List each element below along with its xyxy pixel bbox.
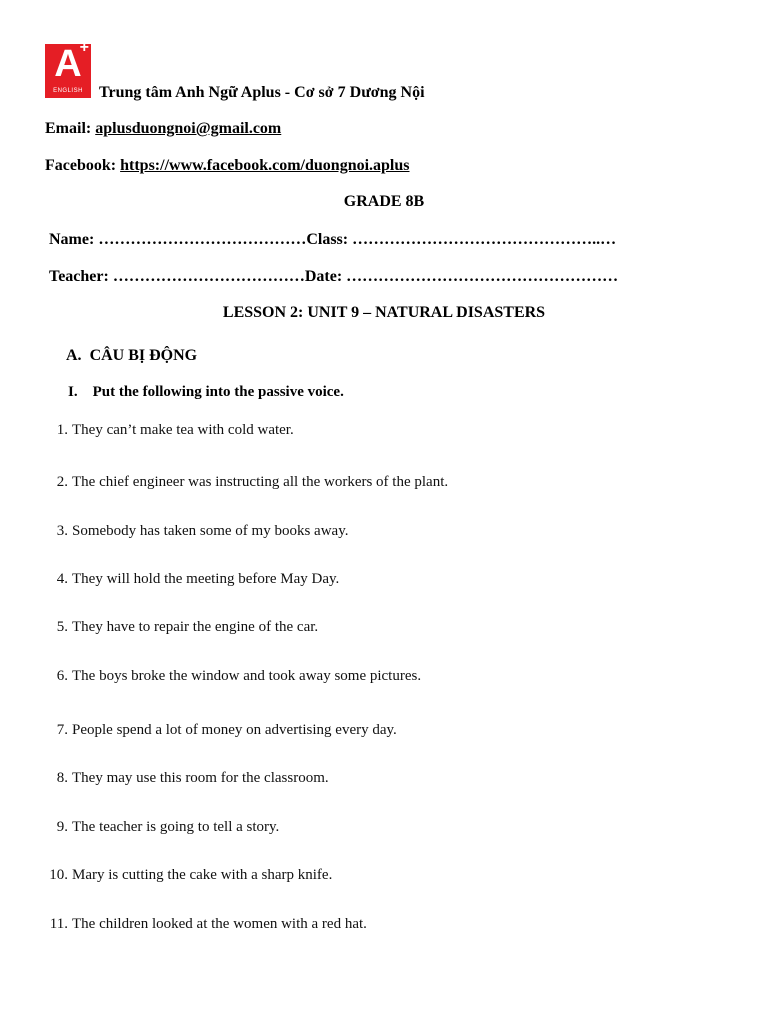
- section-a-title: CÂU BỊ ĐỘNG: [89, 347, 198, 364]
- email-row: [45, 119, 281, 139]
- item-text: They may use this room for the classroom.: [72, 770, 329, 786]
- exercise-1-marker: I.: [68, 384, 78, 400]
- facebook-label: Facebook:: [45, 157, 117, 174]
- teacher-label: Teacher:: [49, 268, 109, 285]
- list-item: [42, 915, 367, 933]
- list-item: [42, 473, 448, 491]
- item-number: 8.: [56, 770, 68, 786]
- item-number: 4.: [56, 571, 68, 587]
- item-number: 7.: [56, 722, 68, 738]
- list-item: [42, 818, 279, 836]
- item-text: The children looked at the women with a red hat.: [72, 916, 367, 932]
- class-label: Class:: [306, 231, 349, 248]
- list-item: [42, 667, 421, 685]
- item-number: 2.: [56, 474, 68, 490]
- aplus-logo: [45, 39, 91, 98]
- logo-subtext: ENGLISH: [53, 88, 83, 94]
- item-number: 1.: [56, 422, 68, 438]
- list-item: [42, 570, 339, 588]
- date-label: Date:: [304, 268, 343, 285]
- grade-heading: GRADE 8B: [343, 193, 425, 210]
- item-text: The chief engineer was instructing all the workers of the plant.: [72, 474, 449, 490]
- logo-plus: +: [79, 39, 89, 56]
- exercise-1-heading: [68, 382, 344, 402]
- name-label: Name:: [49, 231, 95, 248]
- list-item: [42, 618, 318, 636]
- item-text: The teacher is going to tell a story.: [72, 819, 280, 835]
- item-text: They will hold the meeting before May Day.: [72, 571, 340, 587]
- name-field[interactable]: …………………………………: [98, 231, 307, 248]
- item-number: 5.: [56, 619, 68, 635]
- list-item: [42, 721, 397, 739]
- item-number: 10.: [49, 867, 68, 883]
- facebook-row: [45, 156, 410, 176]
- item-text: They have to repair the engine of the car.: [72, 619, 319, 635]
- item-text: Somebody has taken some of my books away.: [72, 523, 349, 539]
- list-item: [42, 866, 332, 884]
- list-item: [42, 421, 294, 439]
- email-link[interactable]: aplusduongnoi@gmail.com: [95, 120, 282, 137]
- teacher-field[interactable]: ………………………………: [112, 268, 305, 285]
- section-a-marker: A.: [66, 347, 82, 364]
- email-label: Email:: [45, 120, 92, 137]
- section-a-heading: [66, 346, 197, 366]
- item-text: People spend a lot of money on advertising every day.: [72, 722, 397, 738]
- item-number: 11.: [49, 916, 68, 932]
- list-item: [42, 522, 348, 540]
- item-text: The boys broke the window and took away some pictures.: [72, 668, 422, 684]
- logo-letter: A: [54, 43, 82, 85]
- item-number: 3.: [56, 523, 68, 539]
- item-number: 9.: [56, 819, 68, 835]
- item-text: They can’t make tea with cold water.: [72, 422, 294, 438]
- list-item: [42, 769, 329, 787]
- lesson-title: LESSON 2: UNIT 9 – NATURAL DISASTERS: [222, 304, 546, 321]
- facebook-link[interactable]: https://www.facebook.com/duongnoi.aplus: [120, 157, 410, 174]
- teacher-date-row: [49, 267, 618, 287]
- exercise-1-instruction: Put the following into the passive voice.: [92, 384, 344, 400]
- center-name: Trung tâm Anh Ngữ Aplus - Cơ sở 7 Dương Nội: [99, 84, 425, 101]
- name-class-row: [49, 230, 616, 250]
- class-field[interactable]: ………………………………………..…: [352, 231, 617, 248]
- date-field[interactable]: ……………………………………………: [346, 268, 619, 285]
- item-text: Mary is cutting the cake with a sharp knife.: [72, 867, 333, 883]
- item-number: 6.: [56, 668, 68, 684]
